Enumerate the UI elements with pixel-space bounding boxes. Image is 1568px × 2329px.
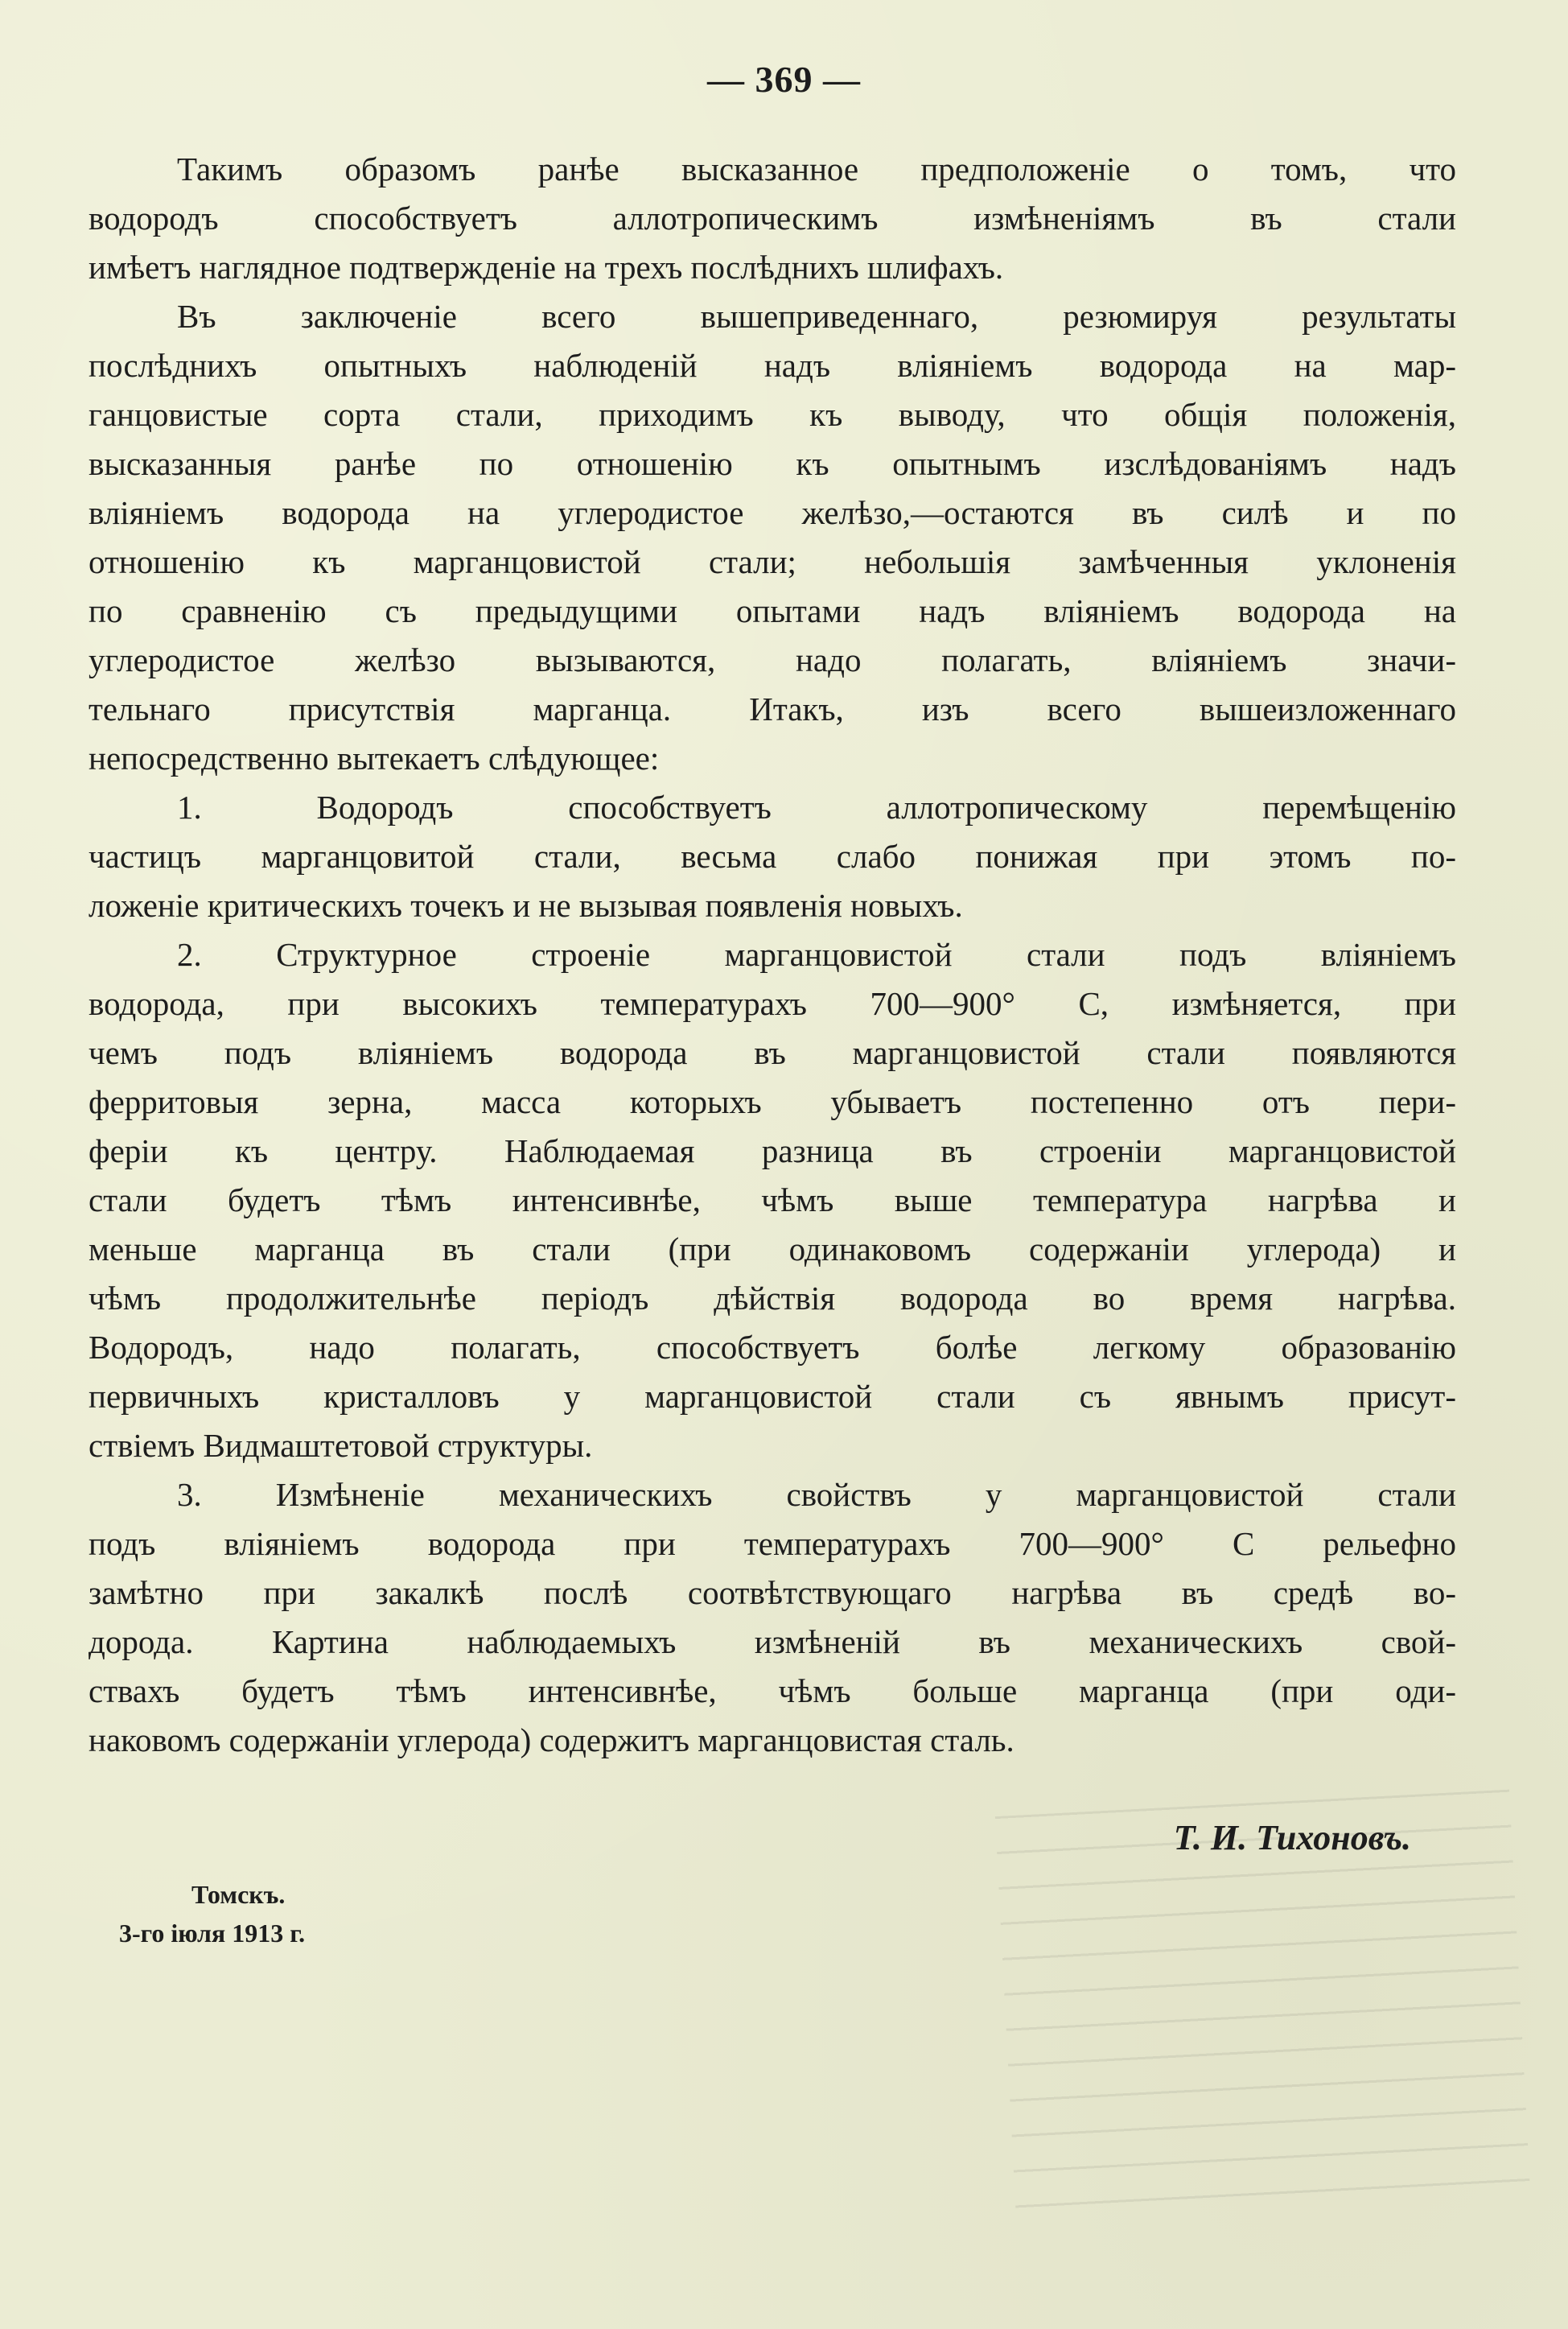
text-line: феріи къ центру. Наблюдаемая разница въ строеніи марганцовистой <box>88 1132 1456 1169</box>
text-line: дорода. Картина наблюдаемыхъ измѣненій въ механическихъ свой- <box>88 1623 1456 1660</box>
text-line: Такимъ образомъ ранѣе высказанное предположеніе о томъ, что <box>177 150 1456 188</box>
text-line: чѣмъ продолжительнѣе періодъ дѣйствія водорода во время нагрѣва. <box>88 1280 1456 1317</box>
text-line: ствіемъ Видмаштетовой структуры. <box>88 1427 593 1464</box>
text-line: ствахъ будетъ тѣмъ интенсивнѣе, чѣмъ больше марганца (при оди- <box>88 1672 1456 1709</box>
text-line: подъ вліяніемъ водорода при температурахъ 700—900° С рельефно <box>88 1525 1456 1562</box>
text-line: водородъ способствуетъ аллотропическимъ измѣненіямъ въ стали <box>88 200 1456 237</box>
text-line: первичныхъ кристалловъ у марганцовистой стали съ явнымъ присут- <box>88 1378 1456 1415</box>
text-line: по сравненію съ предыдущими опытами надъ вліяніемъ водорода на <box>88 592 1456 629</box>
page-number: — 369 — <box>707 59 861 100</box>
text-line: ганцовистые сорта стали, приходимъ къ выводу, что общія положенія, <box>88 396 1456 433</box>
text-line: непосредственно вытекаетъ слѣдующее: <box>88 740 660 777</box>
text-line: ферритовыя зерна, масса которыхъ убываетъ постепенно отъ пери- <box>88 1083 1456 1120</box>
text-line: Водородъ, надо полагать, способствуетъ болѣе легкому образованію <box>88 1329 1456 1366</box>
text-line: ложеніе критическихъ точекъ и не вызывая появленія новыхъ. <box>88 887 963 924</box>
text-line: тельнаго присутствія марганца. Итакъ, изъ всего вышеизложеннаго <box>88 690 1456 728</box>
text-line: частицъ марганцовитой стали, весьма слабо понижая при этомъ по- <box>88 838 1456 875</box>
text-line: послѣднихъ опытныхъ наблюденій надъ вліяніемъ водорода на мар- <box>88 347 1456 384</box>
place-line: Томскъ. <box>191 1880 286 1909</box>
text-line: стали будетъ тѣмъ интенсивнѣе, чѣмъ выше температура нагрѣва и <box>88 1181 1456 1218</box>
text-line: 1. Водородъ способствуетъ аллотропическому перемѣщенію <box>177 789 1456 826</box>
text-line: чемъ подъ вліяніемъ водорода въ марганцовистой стали появляются <box>88 1034 1456 1071</box>
date-line: 3-го іюля 1913 г. <box>119 1919 306 1948</box>
body-text <box>88 145 1456 1765</box>
text-line: отношенію къ марганцовистой стали; небольшія замѣченныя уклоненія <box>88 543 1456 580</box>
text-line: замѣтно при закалкѣ послѣ соотвѣтствующаго нагрѣва въ средѣ во- <box>88 1574 1456 1611</box>
text-line: 3. Измѣненіе механическихъ свойствъ у марганцовистой стали <box>177 1476 1456 1513</box>
author-signature: Т. И. Тихоновъ. <box>1173 1818 1411 1857</box>
text-line: меньше марганца въ стали (при одинаковомъ содержаніи углерода) и <box>88 1230 1456 1268</box>
text-line: наковомъ содержаніи углерода) содержитъ марганцовистая сталь. <box>88 1721 1014 1758</box>
text-line: вліяніемъ водорода на углеродистое желѣзо,—остаются въ силѣ и по <box>88 494 1456 531</box>
text-line: водорода, при высокихъ температурахъ 700—900° С, измѣняется, при <box>88 985 1456 1022</box>
text-line: Въ заключеніе всего вышеприведеннаго, резюмируя результаты <box>177 298 1456 335</box>
text-line: 2. Структурное строеніе марганцовистой стали подъ вліяніемъ <box>177 936 1456 973</box>
text-line: высказанныя ранѣе по отношенію къ опытнымъ изслѣдованіямъ надъ <box>88 445 1456 482</box>
text-line: имѣетъ наглядное подтвержденіе на трехъ послѣднихъ шлифахъ. <box>88 249 1004 286</box>
text-line: углеродистое желѣзо вызываются, надо полагать, вліяніемъ значи- <box>88 641 1456 678</box>
